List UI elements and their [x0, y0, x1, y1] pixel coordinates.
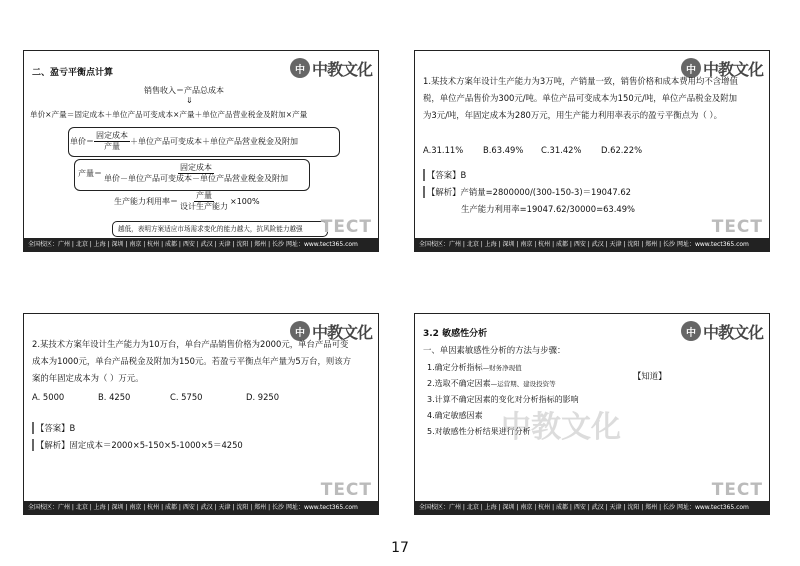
answer: 【答案】B — [423, 169, 466, 181]
logo-seal-icon: 中 — [681, 321, 701, 341]
logo — [290, 55, 372, 81]
slide-question-2 — [23, 313, 379, 515]
formula-output: 产量＝ $\frac{\text{固定成本}}{\text{单价－单位产品可变成本－单位产品营业税金及附加}}$ — [78, 163, 288, 183]
logo-text: 中教文化 — [702, 322, 763, 342]
page-number: 17 — [391, 540, 409, 556]
logo-text: 中教文化 — [311, 322, 372, 342]
logo — [681, 318, 763, 344]
formula-sales-equals-cost: 销售收入＝产品总成本 — [144, 86, 224, 95]
logo-text: 中教文化 — [702, 59, 763, 79]
slide-title: 二、盈亏平衡点计算 — [32, 68, 114, 78]
logo-text: 中教文化 — [311, 59, 372, 79]
note-text: 越低，表明方案适应市场需求变化的能力越大，抗风险能力越强 — [118, 225, 303, 233]
option-c: C. 5750 — [170, 392, 203, 402]
formula-expanded: 单价×产量＝固定成本＋单位产品可变成本×产量＋单位产品营业税金及附加×产量 — [30, 110, 308, 119]
option-d: D. 9250 — [246, 392, 280, 402]
option-c: C.31.42% — [541, 145, 582, 155]
brand-watermark: 中教文化 — [501, 410, 621, 445]
list-item: 5.对敏感性分析结果进行分析 — [427, 427, 531, 436]
slide-title: 3.2 敏感性分析 — [423, 329, 488, 339]
down-arrow-icon: ⇓ — [186, 96, 193, 105]
list-item: 3.计算不确定因素的变化对分析指标的影响 — [427, 395, 579, 404]
option-d: D.62.22% — [601, 145, 643, 155]
list-item: 1.确定分析指标—财务净现值 — [427, 363, 522, 372]
option-b: B. 4250 — [98, 392, 131, 402]
logo-seal-icon: 中 — [290, 321, 310, 341]
footer-bar: 全国校区：广州 | 北京 | 上海 | 深圳 | 南京 | 杭州 | 成都 | 西安 | 武汉 | 天津 | 沈阳 | 郑州 | 长沙 网址：www.tect365.com — [24, 501, 378, 514]
tect-watermark: TECT — [320, 217, 372, 237]
question-text: 1.某技术方案年设计生产能力为3万吨，产销量一致，销售价格和成本费用均不含增值税，单位产品售价为300元/吨。单位产品可变成本为150元/吨，单位产品税金及附加为3元/吨，年固定成本为280万元，用生产能力利用率表示的盈亏平衡点为（ ）。 — [423, 76, 738, 120]
question-text: 2.某技术方案年设计生产能力为10万台，单台产品销售价格为2000元，单台产品可变成本为1000元，单台产品税金及附加为150元。若盈亏平衡点年产量为5万台，则该方案的年固定成本为（ ）万元。 — [32, 339, 351, 383]
tect-watermark: TECT — [711, 217, 763, 237]
formula-price: 单价＝ $\frac{\text{固定成本}}{\text{产量}}$ ＋单位产品可变成本＋单位产品营业税金及附加 — [70, 131, 298, 151]
analysis-line-2: 生产能力利用率=19047.62/30000=63.49% — [461, 204, 636, 214]
options-row — [32, 392, 279, 402]
analysis: 【解析】固定成本＝2000×5-150×5-1000×5＝4250 — [32, 439, 243, 451]
tag-know: 【知道】 — [633, 371, 667, 381]
answer: 【答案】B — [32, 422, 75, 434]
formula-capacity-utilization: 生产能力利用率＝ $\frac{\text{产量}}{\text{设计生产能力}}$ ×100% — [114, 191, 260, 211]
analysis: 【解析】产销量=2800000/(300-150-3)＝19047.62 — [423, 186, 631, 198]
option-a: A. 5000 — [32, 392, 65, 402]
logo-seal-icon: 中 — [290, 58, 310, 78]
tect-watermark: TECT — [711, 480, 763, 500]
slide-breakeven-calculation — [23, 50, 379, 252]
option-a: A.31.11% — [423, 145, 464, 155]
tect-watermark: TECT — [320, 480, 372, 500]
footer-bar: 全国校区：广州 | 北京 | 上海 | 深圳 | 南京 | 杭州 | 成都 | 西安 | 武汉 | 天津 | 沈阳 | 郑州 | 长沙 网址：www.tect365.com — [415, 501, 769, 514]
logo-seal-icon: 中 — [681, 58, 701, 78]
steps-list — [427, 360, 579, 440]
subtitle: 一、单因素敏感性分析的方法与步骤： — [423, 345, 566, 355]
footer-bar: 全国校区：广州 | 北京 | 上海 | 深圳 | 南京 | 杭州 | 成都 | 西安 | 武汉 | 天津 | 沈阳 | 郑州 | 长沙 网址：www.tect365.com — [24, 238, 378, 251]
slide-question-1 — [414, 50, 770, 252]
option-b: B.63.49% — [483, 145, 524, 155]
options-row — [423, 145, 642, 155]
list-item: 2.选取不确定因素—运营期、建设投资等 — [427, 379, 556, 388]
slide-sensitivity-analysis — [414, 313, 770, 515]
list-item: 4.确定敏感因素 — [427, 411, 483, 420]
footer-bar: 全国校区：广州 | 北京 | 上海 | 深圳 | 南京 | 杭州 | 成都 | 西安 | 武汉 | 天津 | 沈阳 | 郑州 | 长沙 网址：www.tect365.com — [415, 238, 769, 251]
